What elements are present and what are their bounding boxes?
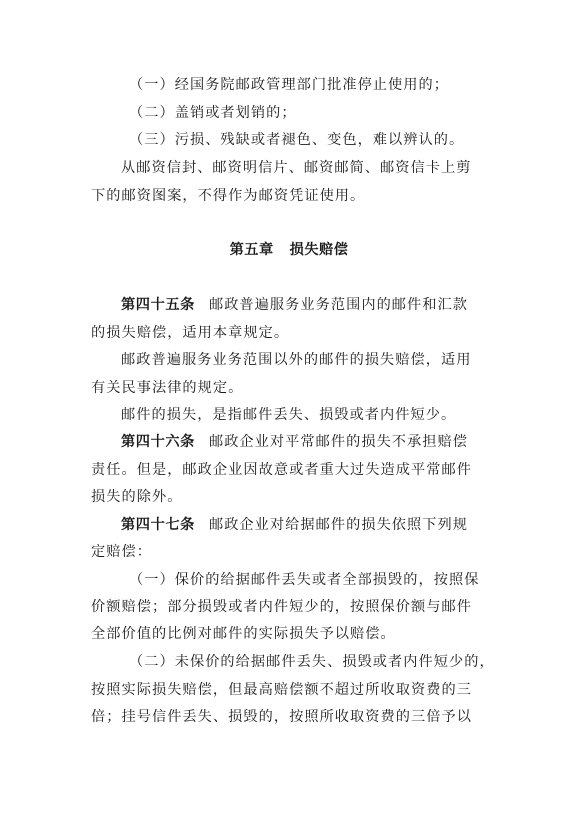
paragraph-line: 有关民事法律的规定。 [91,380,244,396]
article-number: 第四十七条 [121,517,195,533]
paragraph-line: 倍；挂号信件丢失、损毁的，按照所收取资费的三倍予以 [91,709,472,725]
paragraph-line: 全部价值的比例对邮件的实际损失予以赔偿。 [91,626,396,642]
paragraph-line: 从邮资信封、邮资明信片、邮资邮简、邮资信卡上剪 [121,160,472,176]
list-item-2: （二）盖销或者划销的； [129,105,297,121]
article-45 [121,295,468,315]
article-47 [121,515,468,535]
article-number: 第四十五条 [121,297,195,313]
article-text: 邮政企业对平常邮件的损失不承担赔偿 [208,434,468,450]
list-item: （一）保价的给据邮件丢失或者全部损毁的，按照保 [129,572,480,588]
chapter-heading [0,240,578,260]
article-text: 邮政企业对给据邮件的损失依照下列规 [208,517,468,533]
paragraph-line: 定赔偿： [91,544,152,560]
paragraph-line: 按照实际损失赔偿，但最高赔偿额不超过所收取资费的三 [91,682,472,698]
paragraph-line: 责任。但是，邮政企业因故意或者重大过失造成平常邮件 [91,462,472,478]
chapter-number: 第五章 [229,242,274,258]
paragraph-line: 邮政普遍服务业务范围以外的邮件的损失赔偿，适用 [121,352,472,368]
article-text: 邮政普遍服务业务范围内的邮件和汇款 [208,297,468,313]
paragraph-line: 损失的除外。 [91,489,183,505]
paragraph-line: 下的邮资图案，不得作为邮资凭证使用。 [91,188,366,204]
list-item: （二）未保价的给据邮件丢失、损毁或者内件短少的， [129,654,495,670]
list-item-3: （三）污损、残缺或者褪色、变色，难以辨认的。 [129,132,465,148]
paragraph-line: 价额赔偿；部分损毁或者内件短少的，按照保价额与邮件 [91,599,472,615]
paragraph-line: 邮件的损失，是指邮件丢失、损毁或者内件短少。 [121,407,457,423]
article-number: 第四十六条 [121,434,195,450]
list-item-1: （一）经国务院邮政管理部门批准停止使用的； [129,77,449,93]
article-46 [121,432,468,452]
chapter-title: 损失赔偿 [289,242,349,258]
paragraph-line: 的损失赔偿，适用本章规定。 [91,325,290,341]
